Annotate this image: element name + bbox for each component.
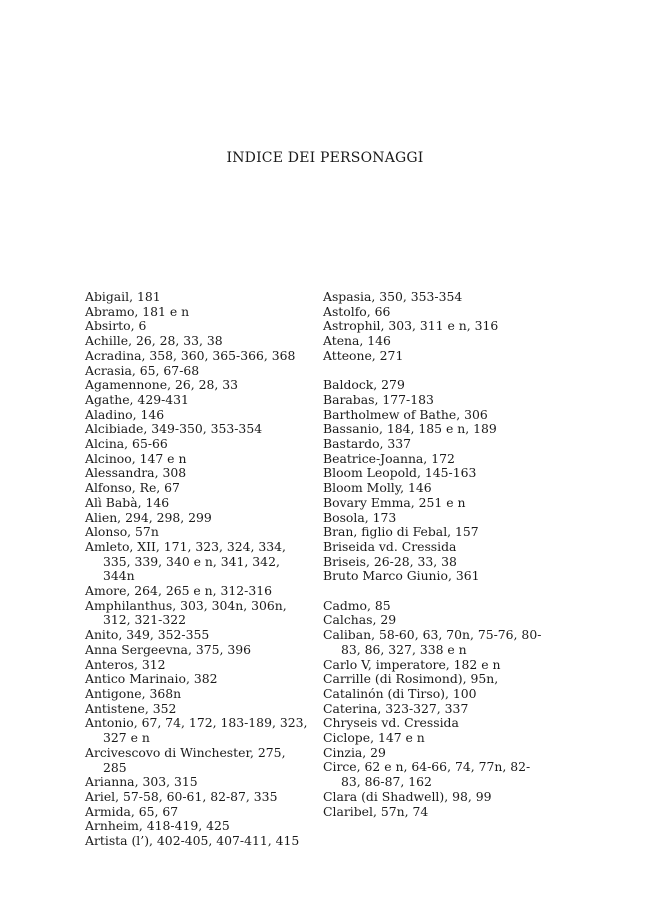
index-entry: Alcibiade, 349-350, 353-354: [85, 421, 263, 437]
index-entry: Alcina, 65-66: [85, 436, 168, 452]
index-entry: Circe, 62 e n, 64-66, 74, 77n, 82-83, 86-87, 162: [323, 759, 531, 790]
index-entry: Antonio, 67, 74, 172, 183-189, 323, 327 e n: [85, 715, 308, 746]
index-entry: Astrophil, 303, 311 e n, 316: [323, 318, 499, 334]
index-entry: Bassanio, 184, 185 e n, 189: [323, 421, 497, 437]
letter-group-divider: [323, 364, 548, 379]
index-entry: Acrasia, 65, 67-68: [85, 362, 200, 378]
index-entry: Atteone, 271: [323, 347, 404, 363]
index-entry: Amore, 264, 265 e n, 312-316: [85, 583, 273, 599]
index-entry: Achille, 26, 28, 33, 38: [85, 333, 223, 349]
index-entry: Bran, figlio di Febal, 157: [323, 524, 479, 540]
index-entry: Alcinoo, 147 e n: [85, 450, 187, 466]
index-entry: Chryseis vd. Cressida: [323, 715, 459, 731]
index-entry: Artista (l’), 402-405, 407-411, 415: [85, 833, 300, 849]
index-entry: Clara (di Shadwell), 98, 99: [323, 788, 492, 804]
index-entry: Cadmo, 85: [323, 597, 391, 613]
index-entry: Armida, 65, 67: [85, 803, 179, 819]
index-entry: Alien, 294, 298, 299: [85, 509, 212, 525]
index-entry: Barabas, 177-183: [323, 391, 434, 407]
index-entry: Caterina, 323-327, 337: [323, 700, 469, 716]
index-entry: Anito, 349, 352-355: [85, 627, 210, 643]
index-entry: Acradina, 358, 360, 365-366, 368: [85, 347, 296, 363]
index-entry: Alonso, 57n: [85, 524, 159, 540]
index-entry: Alì Babà, 146: [85, 494, 170, 510]
index-entry: Amphilanthus, 303, 304n, 306n, 312, 321-322: [85, 597, 287, 628]
index-entry: Alessandra, 308: [85, 465, 187, 481]
index-entry: Aspasia, 350, 353-354: [323, 289, 463, 304]
index-entry: Calchas, 29: [323, 612, 397, 628]
index-entry: Abigail, 181: [85, 289, 161, 304]
index-entry: Carrille (di Rosimond), 95n,: [323, 671, 499, 687]
index-column-right: [323, 290, 548, 819]
index-entry: Caliban, 58-60, 63, 70n, 75-76, 80-83, 86, 327, 338 e n: [323, 627, 542, 657]
index-entry: Carlo V, imperatore, 182 e n: [323, 656, 501, 672]
index-entry: Anteros, 312: [85, 656, 166, 672]
index-entry: Absirto, 6: [85, 318, 147, 334]
index-entry: Arnheim, 418-419, 425: [85, 818, 230, 834]
index-entry: Astolfo, 66: [323, 303, 391, 319]
index-entry: Bosola, 173: [323, 509, 397, 525]
index-entry: Alfonso, Re, 67: [85, 480, 180, 496]
index-entry: Cinzia, 29: [323, 744, 386, 760]
index-entry: Aladino, 146: [85, 406, 165, 422]
index-entry: Bovary Emma, 251 e n: [323, 494, 466, 510]
index-entry: Bartholmew of Bathe, 306: [323, 406, 488, 422]
index-entry: Beatrice-Joanna, 172: [323, 450, 455, 466]
index-entry: Claribel, 57n, 74: [323, 803, 429, 819]
index-entry: Antistene, 352: [85, 700, 177, 716]
page-title: INDICE DEI PERSONAGGI: [226, 150, 424, 166]
index-entry: Amleto, XII, 171, 323, 324, 334, 335, 339, 340 e n, 341, 342, 344n: [85, 538, 286, 584]
index-entry: Antico Marinaio, 382: [85, 671, 218, 687]
index-entry: Antigone, 368n: [85, 685, 182, 701]
index-entry: Arcivescovo di Winchester, 275, 285: [85, 744, 286, 775]
index-entry: Briseida vd. Cressida: [323, 538, 457, 554]
index-entry: Catalinón (di Tirso), 100: [323, 685, 477, 701]
index-entry: Bloom Leopold, 145-163: [323, 465, 477, 481]
index-entry: Agathe, 429-431: [85, 391, 189, 407]
index-entry: Atena, 146: [323, 333, 391, 349]
index-entry: Ciclope, 147 e n: [323, 730, 425, 746]
letter-group-divider: [323, 584, 548, 599]
index-entry: Bloom Molly, 146: [323, 480, 432, 496]
index-entry: Baldock, 279: [323, 377, 405, 393]
index-entry: Ariel, 57-58, 60-61, 82-87, 335: [85, 788, 278, 804]
index-entry: Bruto Marco Giunio, 361: [323, 568, 480, 584]
index-entry: Bastardo, 337: [323, 436, 412, 452]
index-entry: Arianna, 303, 315: [85, 774, 198, 790]
index-column-left: [85, 290, 310, 849]
index-entry: Abramo, 181 e n: [85, 303, 190, 319]
index-entry: Briseis, 26-28, 33, 38: [323, 553, 457, 569]
index-entry: Anna Sergeevna, 375, 396: [85, 641, 251, 657]
index-entry: Agamennone, 26, 28, 33: [85, 377, 239, 393]
